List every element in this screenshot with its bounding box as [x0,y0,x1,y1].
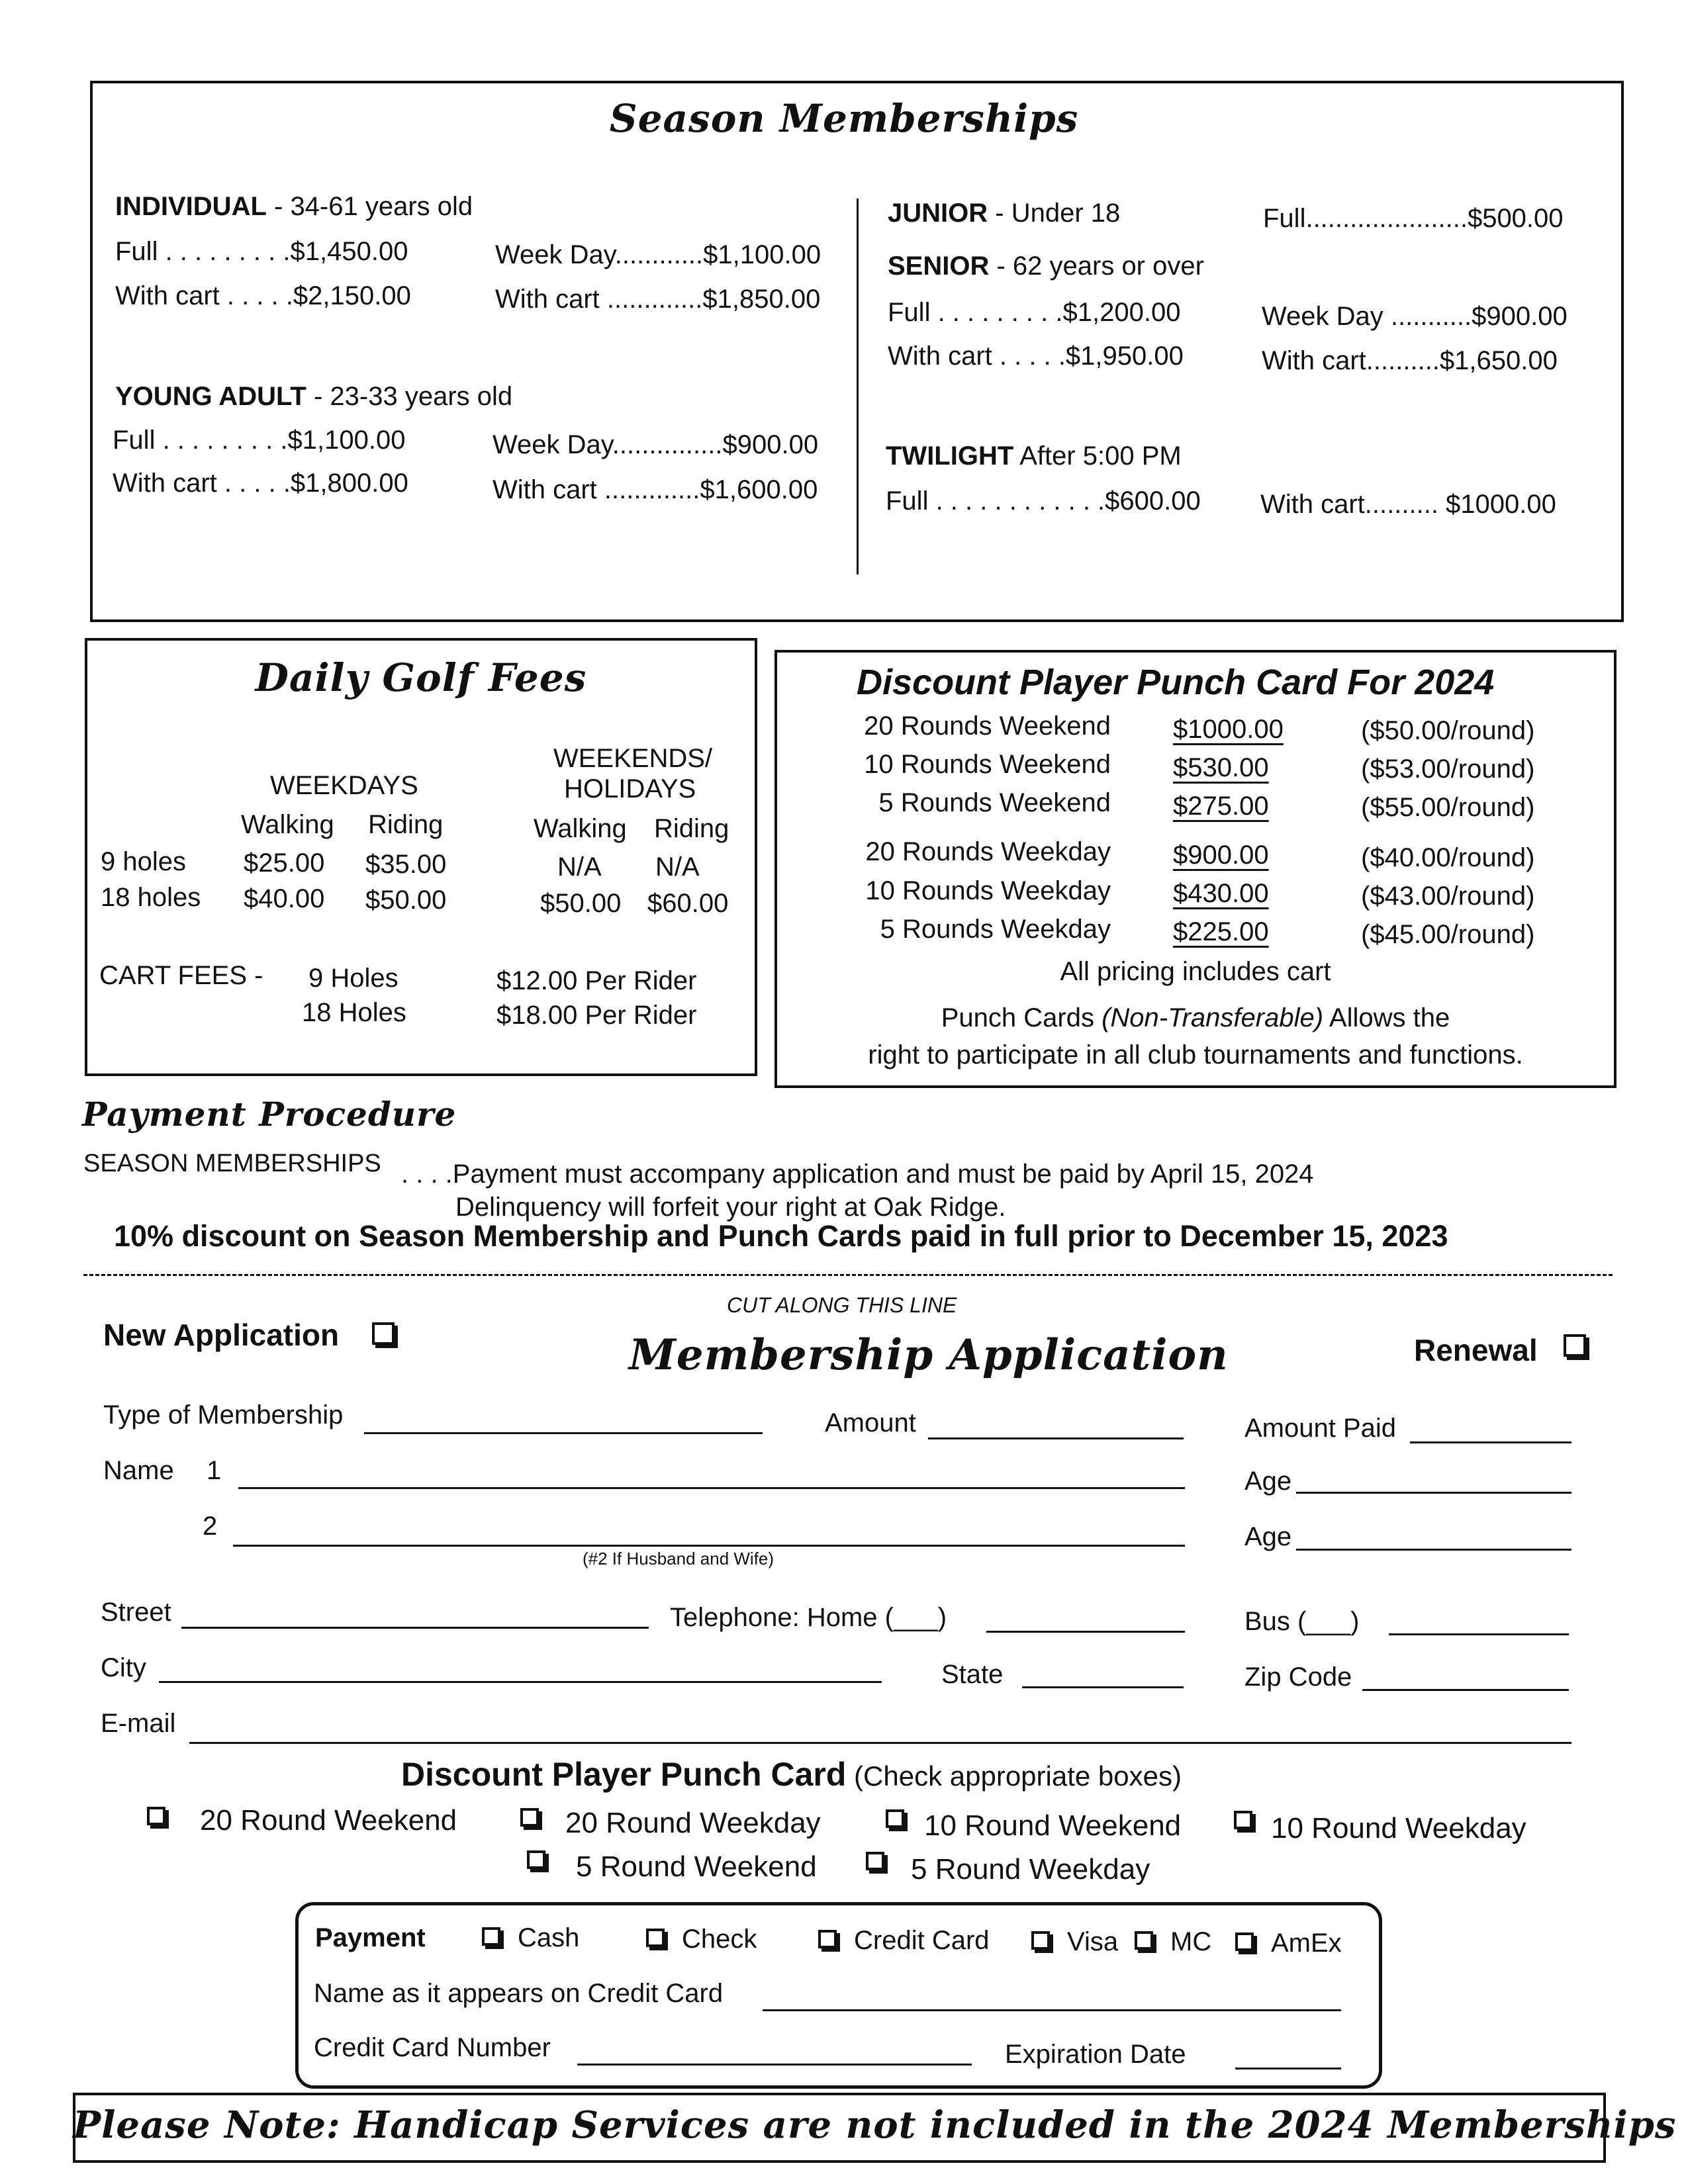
opt-20-weekend-checkbox[interactable] [147,1807,165,1825]
opt-20-weekday-checkbox[interactable] [520,1808,539,1827]
young-adult-weekday-cart: With cart .............$1,600.00 [492,475,818,504]
payment-procedure-title: Payment Procedure [82,1095,457,1134]
zip-code-field[interactable] [1362,1689,1569,1691]
senior-full: Full . . . . . . . . .$1,200.00 [888,298,1181,327]
punch-select-heading: Discount Player Punch Card (Check appropriate boxes) [401,1756,1182,1793]
wd-riding-header: Riding [368,810,444,839]
email-field[interactable] [189,1742,1571,1744]
credit-card-label: Credit Card [854,1926,990,1955]
individual-weekday: Week Day............$1,100.00 [495,240,821,269]
opt-5-weekday-checkbox[interactable] [866,1852,884,1870]
weekdays-header: WEEKDAYS [270,771,418,800]
opt-5-weekday-label: 5 Round Weekday [911,1853,1150,1886]
new-application-checkbox[interactable] [372,1322,395,1345]
young-adult-full: Full . . . . . . . . .$1,100.00 [113,426,406,455]
cart-fees-label: CART FEES - [99,961,263,990]
fee-row-9-we-ride: N/A [655,852,700,882]
twilight-full: Full . . . . . . . . . . . .$600.00 [886,486,1201,516]
payment-label: Payment [315,1923,426,1952]
name-on-card-label: Name as it appears on Credit Card [314,1979,724,2008]
state-label: State [941,1660,1004,1689]
senior-weekday: Week Day ...........$900.00 [1262,302,1568,331]
punch-row-3-label: 5 Rounds Weekend [878,788,1111,817]
fee-row-18-wd-walk: $40.00 [244,884,325,913]
telephone-home-label: Telephone: Home (___) [670,1603,947,1632]
bus-phone-label: Bus (___) [1244,1607,1360,1636]
twilight-cart: With cart.......... $1000.00 [1260,490,1556,519]
city-field[interactable] [159,1681,882,1683]
fee-row-9-wd-ride: $35.00 [365,850,447,879]
membership-application-title: Membership Application [629,1330,1229,1380]
credit-card-checkbox[interactable] [818,1930,837,1948]
punch-row-1-price: $1000.00 [1173,715,1284,744]
punch-row-3-price: $275.00 [1173,792,1269,821]
street-field[interactable] [181,1627,649,1629]
fee-row-18-label: 18 holes [101,883,201,912]
name-1-number: 1 [207,1456,222,1485]
cash-checkbox[interactable] [482,1927,500,1946]
daily-fees-title: Daily Golf Fees [255,655,587,700]
mc-label: MC [1170,1927,1212,1956]
cut-line-label: CUT ALONG THIS LINE [727,1293,957,1317]
name-label: Name [103,1456,174,1485]
punch-row-4-price: $900.00 [1173,841,1269,870]
punch-row-2-price: $530.00 [1173,753,1269,782]
opt-5-weekend-label: 5 Round Weekend [576,1850,817,1883]
punch-row-4-label: 20 Rounds Weekday [865,837,1111,866]
young-adult-cart: With cart . . . . .$1,800.00 [113,469,408,498]
individual-cart: With cart . . . . .$2,150.00 [115,281,411,310]
name-2-field[interactable] [233,1545,1185,1547]
expiration-date-label: Expiration Date [1005,2040,1186,2069]
zip-code-label: Zip Code [1244,1662,1352,1692]
we-walking-header: Walking [534,814,627,843]
renewal-checkbox[interactable] [1564,1334,1586,1357]
punch-row-4-per: ($40.00/round) [1361,843,1535,872]
amount-field[interactable] [928,1437,1184,1439]
email-label: E-mail [101,1709,176,1738]
punch-note-cart: All pricing includes cart [1060,957,1331,986]
cart-fees-9-price: $12.00 Per Rider [496,966,697,995]
punch-row-5-price: $430.00 [1173,879,1269,908]
type-of-membership-field[interactable] [364,1432,763,1434]
senior-heading: SENIOR - 62 years or over [888,251,1204,281]
wd-walking-header: Walking [241,810,334,839]
cart-fees-9: 9 Holes [308,964,399,993]
cart-fees-18: 18 Holes [302,998,406,1027]
payment-procedure-text-1: . . . .Payment must accompany application and must be paid by April 15, 2024 [401,1160,1314,1189]
punch-note-transfer: Punch Cards (Non-Transferable) Allows the [941,1003,1450,1032]
season-divider [857,199,859,574]
opt-5-weekend-checkbox[interactable] [527,1850,545,1869]
weekends-header-2: HOLIDAYS [564,774,696,803]
expiration-date-field[interactable] [1235,2068,1341,2070]
state-field[interactable] [1022,1686,1184,1688]
amount-paid-field[interactable] [1410,1441,1571,1443]
opt-10-weekday-label: 10 Round Weekday [1271,1812,1526,1844]
individual-heading: INDIVIDUAL - 34-61 years old [115,192,473,221]
punch-row-3-per: ($55.00/round) [1361,793,1535,822]
age-2-field[interactable] [1296,1549,1571,1551]
cash-label: Cash [518,1923,580,1952]
punch-row-6-label: 5 Rounds Weekday [880,915,1111,944]
name-on-card-field[interactable] [763,2009,1341,2011]
name-2-number: 2 [203,1512,218,1541]
punch-row-1-per: ($50.00/round) [1361,716,1535,745]
punch-row-5-label: 10 Rounds Weekday [865,876,1111,905]
name-1-field[interactable] [238,1487,1185,1489]
age-1-field[interactable] [1296,1492,1571,1494]
visa-label: Visa [1067,1927,1119,1956]
we-riding-header: Riding [654,814,729,843]
punch-row-5-per: ($43.00/round) [1361,882,1535,911]
punch-row-6-per: ($45.00/round) [1361,920,1535,949]
young-adult-heading: YOUNG ADULT - 23-33 years old [115,382,513,411]
opt-10-weekday-checkbox[interactable] [1234,1811,1252,1829]
card-number-field[interactable] [577,2064,972,2066]
fee-row-9-label: 9 holes [101,847,186,876]
check-checkbox[interactable] [646,1929,665,1947]
punch-row-1-label: 20 Rounds Weekend [864,711,1111,741]
senior-weekday-cart: With cart..........$1,650.00 [1262,346,1558,375]
punch-row-2-per: ($53.00/round) [1361,754,1535,784]
early-discount-note: 10% discount on Season Membership and Punch Cards paid in full prior to December 15, 2023 [114,1219,1448,1253]
type-of-membership-label: Type of Membership [103,1400,344,1430]
young-adult-weekday: Week Day...............$900.00 [492,430,819,459]
punch-card-title: Discount Player Punch Card For 2024 [857,662,1495,702]
opt-20-weekday-label: 20 Round Weekday [565,1807,821,1839]
amex-checkbox[interactable] [1235,1933,1254,1951]
fee-row-18-we-walk: $50.00 [540,889,622,918]
husband-wife-note: (#2 If Husband and Wife) [583,1549,774,1569]
age-2-label: Age [1244,1522,1292,1551]
junior-full: Full......................$500.00 [1263,204,1564,233]
check-label: Check [682,1925,757,1954]
age-1-label: Age [1244,1467,1292,1496]
renewal-label: Renewal [1414,1333,1538,1367]
new-application-label: New Application [103,1318,340,1352]
cut-line [83,1274,1613,1276]
city-label: City [101,1653,146,1682]
opt-20-weekend-label: 20 Round Weekend [200,1804,457,1837]
punch-note-rights: right to participate in all club tournaments and functions. [868,1040,1523,1069]
payment-procedure-label: SEASON MEMBERSHIPS [83,1150,381,1177]
cart-fees-18-price: $18.00 Per Rider [496,1001,697,1030]
fee-row-9-we-walk: N/A [557,852,602,882]
telephone-home-field[interactable] [986,1631,1185,1633]
bus-phone-field[interactable] [1389,1633,1569,1635]
junior-heading: JUNIOR - Under 18 [888,199,1121,228]
fee-row-9-wd-walk: $25.00 [244,848,325,878]
season-memberships-title: Season Memberships [609,96,1079,141]
individual-full: Full . . . . . . . . .$1,450.00 [115,237,408,266]
please-note-text: Please Note: Handicap Services are not included in the 2024 Memberships [73,2103,1677,2147]
amount-label: Amount [825,1408,916,1437]
punch-row-2-label: 10 Rounds Weekend [864,750,1111,779]
fee-row-18-we-ride: $60.00 [647,889,729,918]
senior-cart: With cart . . . . .$1,950.00 [888,341,1184,371]
street-label: Street [101,1598,171,1627]
individual-weekday-cart: With cart .............$1,850.00 [495,285,821,314]
mc-checkbox[interactable] [1135,1931,1153,1950]
opt-10-weekend-checkbox[interactable] [886,1809,904,1828]
payment-procedure-text-2: Delinquency will forfeit your right at Oak Ridge. [455,1193,1006,1222]
fee-row-18-wd-ride: $50.00 [365,886,447,915]
opt-10-weekend-label: 10 Round Weekend [924,1809,1182,1842]
punch-row-6-price: $225.00 [1173,917,1269,946]
amex-label: AmEx [1271,1929,1342,1958]
visa-checkbox[interactable] [1031,1931,1050,1950]
amount-paid-label: Amount Paid [1244,1414,1397,1443]
twilight-heading: TWILIGHT After 5:00 PM [886,441,1182,471]
card-number-label: Credit Card Number [314,2033,551,2062]
weekends-header-1: WEEKENDS/ [553,744,713,773]
